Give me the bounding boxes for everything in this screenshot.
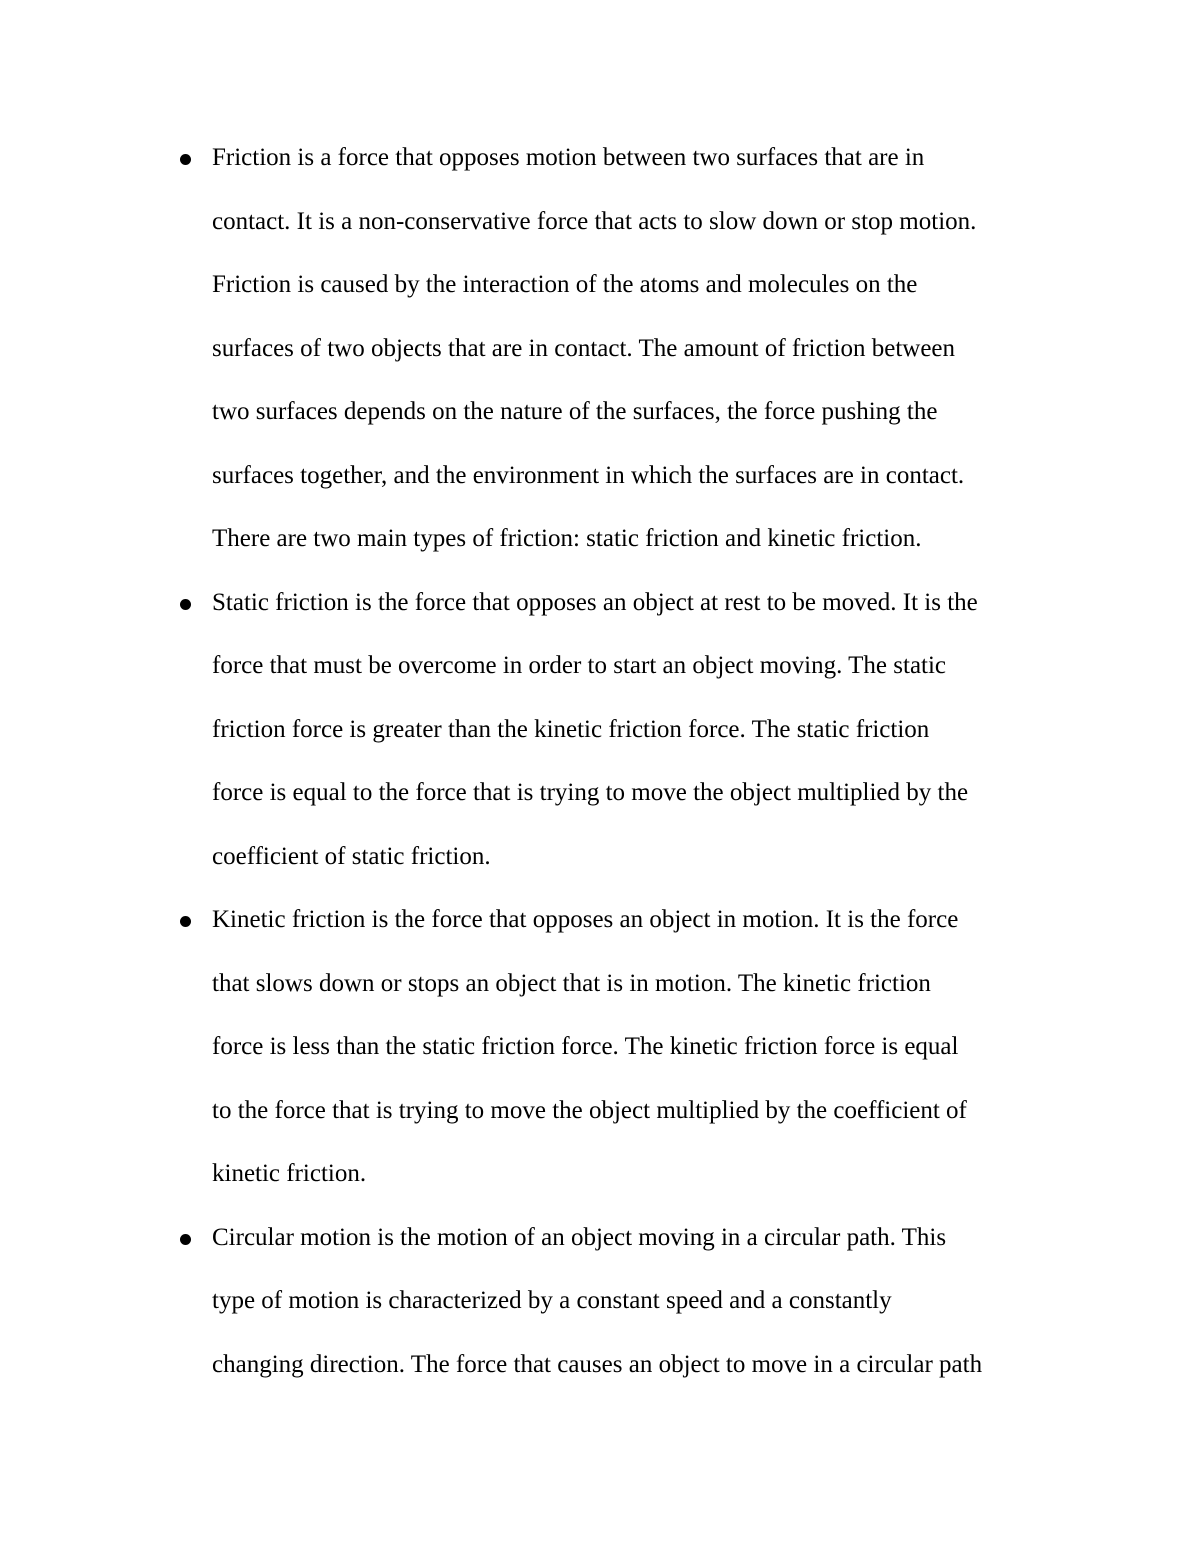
bullet-dot-icon [180,599,191,610]
text-line: Kinetic friction is the force that opposes an object in motion. It is the force [212,906,959,933]
text-line: contact. It is a non-conservative force that acts to slow down or stop motion. [212,207,977,235]
bullet-item-circular-motion [0,1206,982,1397]
text-line: Static friction is the force that opposes an object at rest to be moved. It is the [212,588,978,616]
bullet-item-friction [0,126,982,571]
text-line: force is less than the static friction force. The kinetic friction force is equal [212,1033,959,1060]
bullet-dot-icon [180,916,191,927]
text-line: force that must be overcome in order to start an object moving. The static [212,652,947,679]
text-line: surfaces together, and the environment in which the surfaces are in contact. [212,461,965,489]
bullet-item-kinetic-friction [0,888,982,1206]
text-line: coefficient of static friction. [212,842,491,870]
text-line: Friction is a force that opposes motion between two surfaces that are in [212,144,925,171]
bullet-list [0,126,982,1396]
text-line: to the force that is trying to move the object multiplied by the coefficient of [212,1096,967,1124]
bullet-dot-icon [180,154,191,165]
text-line: force is equal to the force that is trying to move the object multiplied by the [212,779,969,806]
text-line: There are two main types of friction: static friction and kinetic friction. [212,525,922,552]
text-line: Circular motion is the motion of an object moving in a circular path. This [212,1223,947,1251]
text-line: changing direction. The force that causes an object to move in a circular path [212,1350,983,1378]
text-line: surfaces of two objects that are in contact. The amount of friction between [212,334,956,362]
bullet-item-static-friction [0,571,982,889]
text-line: Friction is caused by the interaction of the atoms and molecules on the [212,271,918,298]
text-line: kinetic friction. [212,1160,367,1187]
text-line: type of motion is characterized by a constant speed and a constantly [212,1287,892,1314]
text-line: two surfaces depends on the nature of the surfaces, the force pushing the [212,398,938,425]
text-line: that slows down or stops an object that is in motion. The kinetic friction [212,969,931,997]
bullet-dot-icon [180,1234,191,1245]
text-line: friction force is greater than the kinetic friction force. The static friction [212,715,930,743]
